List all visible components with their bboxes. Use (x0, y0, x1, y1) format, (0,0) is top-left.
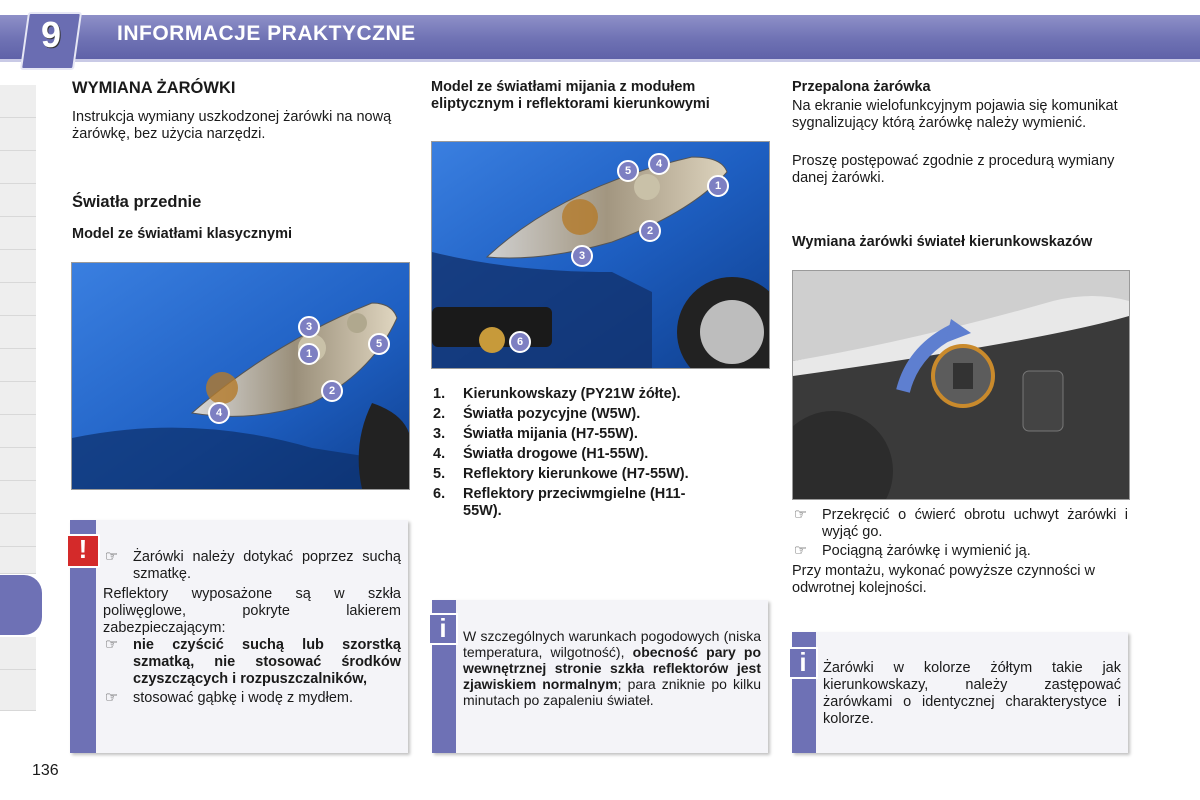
chapter-tab[interactable] (0, 547, 36, 574)
chapter-tab[interactable] (0, 217, 36, 250)
callout-marker: 3 (571, 245, 593, 267)
info-icon: i (439, 613, 447, 643)
bulb-list (433, 386, 723, 523)
callout-marker: 1 (298, 343, 320, 365)
model-title-classic: Model ze światłami klasycznymi (72, 226, 293, 242)
list-item: 3. Światła mijania (H7-55W). (433, 426, 638, 442)
burnt-bulb-text: Na ekranie wielofunkcyjnym pojawia się komunikat sygnalizujący którą żarówkę należy wymienić. (792, 98, 1118, 131)
subsection-title: Światła przednie (72, 193, 202, 211)
callout-marker: 3 (298, 316, 320, 338)
chapter-tab[interactable] (0, 637, 36, 670)
procedure-text: Proszę postępować zgodnie z procedurą wymiany danej żarówki. (792, 153, 1115, 186)
turn-signal-steps (792, 507, 1128, 597)
callout-marker: 5 (617, 160, 639, 182)
model-title-elliptic: Model ze światłami mijania z modułem eliptycznym i reflektorami kierunkowymi (431, 79, 710, 112)
callout-marker: 2 (639, 220, 661, 242)
info-icon: i (799, 647, 807, 677)
chapter-tab-active[interactable] (0, 575, 42, 635)
pointing-hand-icon: ☞ (794, 507, 807, 523)
section-title: WYMIANA ŻARÓWKI (72, 79, 236, 97)
chapter-tab[interactable] (0, 382, 36, 415)
info-text: Żarówki w kolorze żółtym takie jak kierunkowskazy, należy zastępować żarówkami o identycznej charakterystyce i kolorze. (823, 660, 1121, 727)
chapter-tab[interactable] (0, 151, 36, 184)
chapter-tab[interactable] (0, 415, 36, 448)
callout-marker: 6 (509, 331, 531, 353)
list-item: 2. Światła pozycyjne (W5W). (433, 406, 641, 422)
chapter-tab[interactable] (0, 184, 36, 217)
chapter-tab[interactable] (0, 448, 36, 481)
chapter-tab[interactable] (0, 349, 36, 382)
pointing-hand-icon: ☞ (105, 637, 118, 653)
list-item: 6. Reflektory przeciwmgielne (H11-55W). (433, 486, 686, 519)
list-item: ☞ nie czyścić suchą lub szorstką szmatką, nie stosować środków czyszczących i rozpuszczalników, (105, 637, 401, 687)
warning-paragraph: Reflektory wyposażone są w szkła poliwęglowe, pokryte lakierem zabezpieczającym: (103, 586, 401, 636)
chapter-tab[interactable] (0, 250, 36, 283)
headlight-classic-photo (71, 262, 410, 490)
chapter-tab[interactable] (0, 118, 36, 151)
chapter-tab[interactable] (0, 316, 36, 349)
list-item: 4. Światła drogowe (H1-55W). (433, 446, 649, 462)
callout-marker: 2 (321, 380, 343, 402)
chapter-tab[interactable] (0, 481, 36, 514)
turn-signal-photo (792, 270, 1130, 500)
chapter-tab[interactable] (0, 85, 36, 118)
list-item: ☞ Pociągną żarówkę i wymienić ją. (794, 543, 1031, 559)
pointing-hand-icon: ☞ (105, 549, 118, 565)
chapter-tab[interactable] (0, 283, 36, 316)
burnt-bulb-title: Przepalona żarówka (792, 79, 931, 95)
intro-text: Instrukcja wymiany uszkodzonej żarówki na nową żarówkę, bez użycia narzędzi. (72, 109, 392, 142)
assembly-text: Przy montażu, wykonać powyższe czynności w odwrotnej kolejności. (792, 563, 1095, 596)
callout-marker: 4 (208, 402, 230, 424)
header-divider (0, 59, 1200, 62)
list-item: ☞ stosować gąbkę i wodę z mydłem. (105, 690, 354, 706)
chapter-tab[interactable] (0, 514, 36, 547)
turn-signal-title: Wymiana żarówki świateł kierunkowskazów (792, 234, 1093, 250)
pointing-hand-icon: ☞ (105, 690, 118, 706)
callout-marker: 4 (648, 153, 670, 175)
page-title: INFORMACJE PRAKTYCZNE (117, 22, 416, 45)
exclamation-icon: ! (78, 534, 88, 564)
info-text: W szczególnych warunkach pogodowych (niska temperatura, wilgotność), obecność pary po wewnętrznej stronie szkła reflektorów jest zjawiskiem normalnym; para zniknie po kilku minutach po zapaleniu świateł. (463, 628, 762, 708)
list-item: ☞ Przekręcić o ćwierć obrotu uchwyt żarówki i wyjąć go. (794, 507, 1128, 540)
callout-marker: 1 (707, 175, 729, 197)
warning-content (103, 549, 401, 707)
list-item: ☞ Żarówki należy dotykać poprzez suchą szmatkę. (105, 549, 401, 582)
pointing-hand-icon: ☞ (794, 543, 807, 559)
list-item: 1. Kierunkowskazy (PY21W żółte). (433, 386, 681, 402)
page-number: 136 (32, 762, 59, 779)
chapter-tab[interactable] (0, 670, 36, 711)
list-item: 5. Reflektory kierunkowe (H7-55W). (433, 466, 689, 482)
chapter-number: 9 (40, 14, 62, 55)
callout-marker: 5 (368, 333, 390, 355)
